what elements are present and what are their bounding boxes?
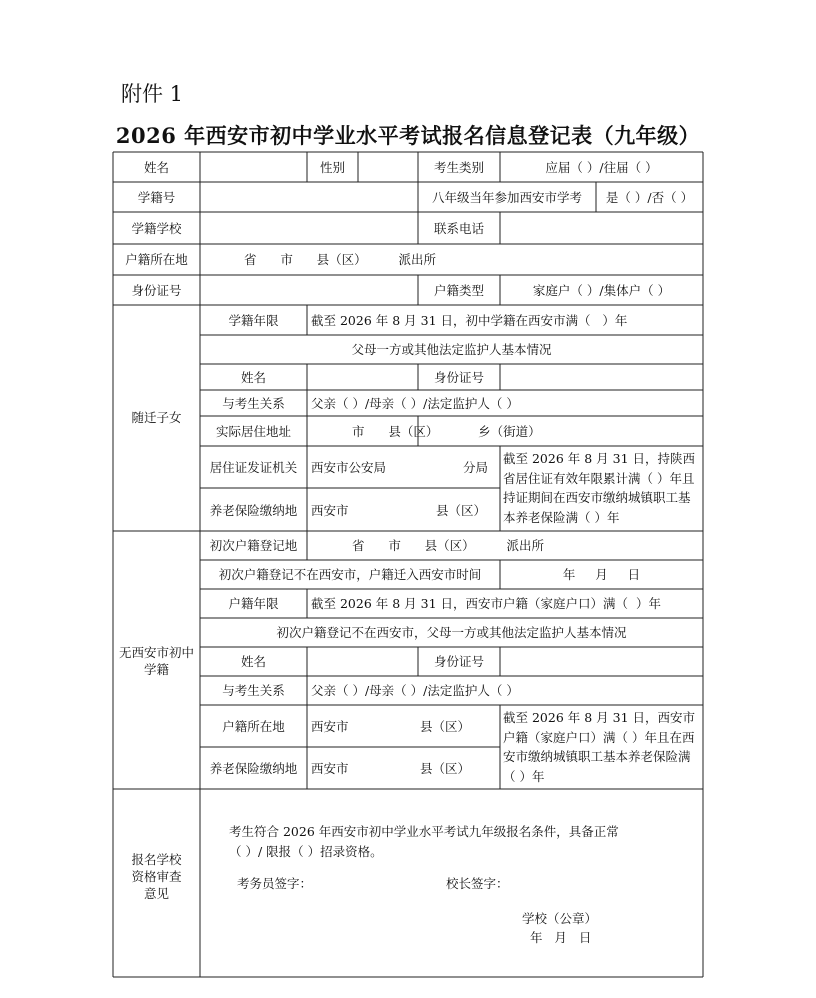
- household-type-options: 家庭户（ ）/集体户（ ）: [532, 283, 671, 298]
- review-date: 年 月 日: [530, 930, 592, 945]
- attachment-label: 附件 1: [121, 82, 184, 106]
- phone-label: 联系电话: [433, 221, 484, 236]
- grade8-label: 八年级当年参加西安市学考: [431, 190, 582, 205]
- local-reg-years-text: 截至 2026 年 8 月 31 日，西安市户籍（家庭户口）满（ ）年: [311, 596, 661, 611]
- migrant-enroll-years-text: 截至 2026 年 8 月 31 日，初中学籍在西安市满（ ）年: [311, 313, 628, 328]
- grade8-options: 是（ ）/否（ ）: [605, 190, 694, 205]
- migrant-relation-label: 与考生关系: [222, 396, 285, 411]
- migrant-residence-fill: 市 县（区） 乡（街道）: [352, 424, 541, 439]
- id-card-label: 身份证号: [131, 283, 182, 298]
- migrant-permit-label: 居住证发证机关: [209, 460, 298, 475]
- local-moved-in-label: 初次户籍登记不在西安市，户籍迁入西安市时间: [218, 567, 482, 582]
- migrant-relation-options: 父亲（ ）/母亲（ ）/法定监护人（ ）: [311, 396, 519, 411]
- local-first-reg-label: 初次户籍登记地: [209, 538, 298, 553]
- local-household-location-fill-a: 西安市: [311, 719, 349, 734]
- migrant-guardian-id-label: 身份证号: [433, 370, 484, 385]
- officer-signature-label: 考务员签字：: [237, 876, 313, 891]
- migrant-section-label: 随迁子女: [131, 410, 182, 425]
- migrant-pension-fill-a: 西安市: [311, 503, 349, 518]
- student-id-label: 学籍号: [137, 190, 176, 205]
- migrant-residence-label: 实际居住地址: [215, 424, 291, 439]
- household-location-fill: 省 市 县（区） 派出所: [244, 252, 436, 267]
- migrant-pension-label: 养老保险缴纳地: [209, 503, 298, 518]
- migrant-enroll-years-label: 学籍年限: [228, 313, 279, 328]
- local-guardian-heading: 初次户籍登记不在西安市，父母一方或其他法定监护人基本情况: [276, 625, 627, 640]
- local-pension-fill-a: 西安市: [311, 761, 349, 776]
- local-relation-label: 与考生关系: [222, 683, 285, 698]
- local-guardian-id-label: 身份证号: [433, 654, 484, 669]
- local-pension-label: 养老保险缴纳地: [209, 761, 298, 776]
- review-label: 报名学校资格审查意见: [131, 852, 182, 901]
- migrant-permit-fill-a: 西安市公安局: [311, 460, 387, 475]
- local-first-reg-fill: 省 市 县（区） 派出所: [352, 538, 544, 553]
- local-note: 截至 2026 年 8 月 31 日，西安市户籍（家庭户口）满（ ）年且在西安市缴纳城镇职工基本养老保险满（ ）年: [503, 710, 696, 784]
- principal-signature-label: 校长签字：: [446, 876, 509, 891]
- migrant-guardian-heading: 父母一方或其他法定监护人基本情况: [351, 342, 552, 357]
- local-section-label: 无西安市初中学籍: [118, 645, 194, 677]
- local-relation-options: 父亲（ ）/母亲（ ）/法定监护人（ ）: [311, 683, 519, 698]
- review-statement: 考生符合 2026 年西安市初中学业水平考试九年级报名条件，具备正常（ ）/ 限报（ ）招录资格。: [229, 824, 619, 859]
- name-label: 姓名: [143, 160, 169, 175]
- migrant-note: 截至 2026 年 8 月 31 日，持陕西省居住证有效年限累计满（ ）年且持证期间在西安市缴纳城镇职工基本养老保险满（ ）年: [503, 451, 696, 525]
- category-label: 考生类别: [433, 160, 484, 175]
- local-household-location-label: 户籍所在地: [222, 719, 285, 734]
- category-options: 应届（ ）/往届（ ）: [545, 160, 658, 175]
- local-household-location-fill-b: 县（区）: [420, 719, 471, 734]
- migrant-permit-fill-b: 分局: [463, 460, 489, 475]
- gender-label: 性别: [319, 160, 345, 175]
- local-moved-in-fill: 年 月 日: [562, 567, 641, 582]
- household-location-label: 户籍所在地: [125, 252, 188, 267]
- form-title: 2026 年西安市初中学业水平考试报名信息登记表（九年级）: [115, 123, 701, 148]
- local-reg-years-label: 户籍年限: [228, 596, 279, 611]
- school-label: 学籍学校: [131, 221, 182, 236]
- household-type-label: 户籍类型: [433, 283, 484, 298]
- school-seal-label: 学校（公章）: [522, 911, 598, 926]
- local-guardian-name-label: 姓名: [240, 654, 266, 669]
- migrant-pension-fill-b: 县（区）: [436, 503, 487, 518]
- migrant-guardian-name-label: 姓名: [240, 370, 266, 385]
- local-pension-fill-b: 县（区）: [420, 761, 471, 776]
